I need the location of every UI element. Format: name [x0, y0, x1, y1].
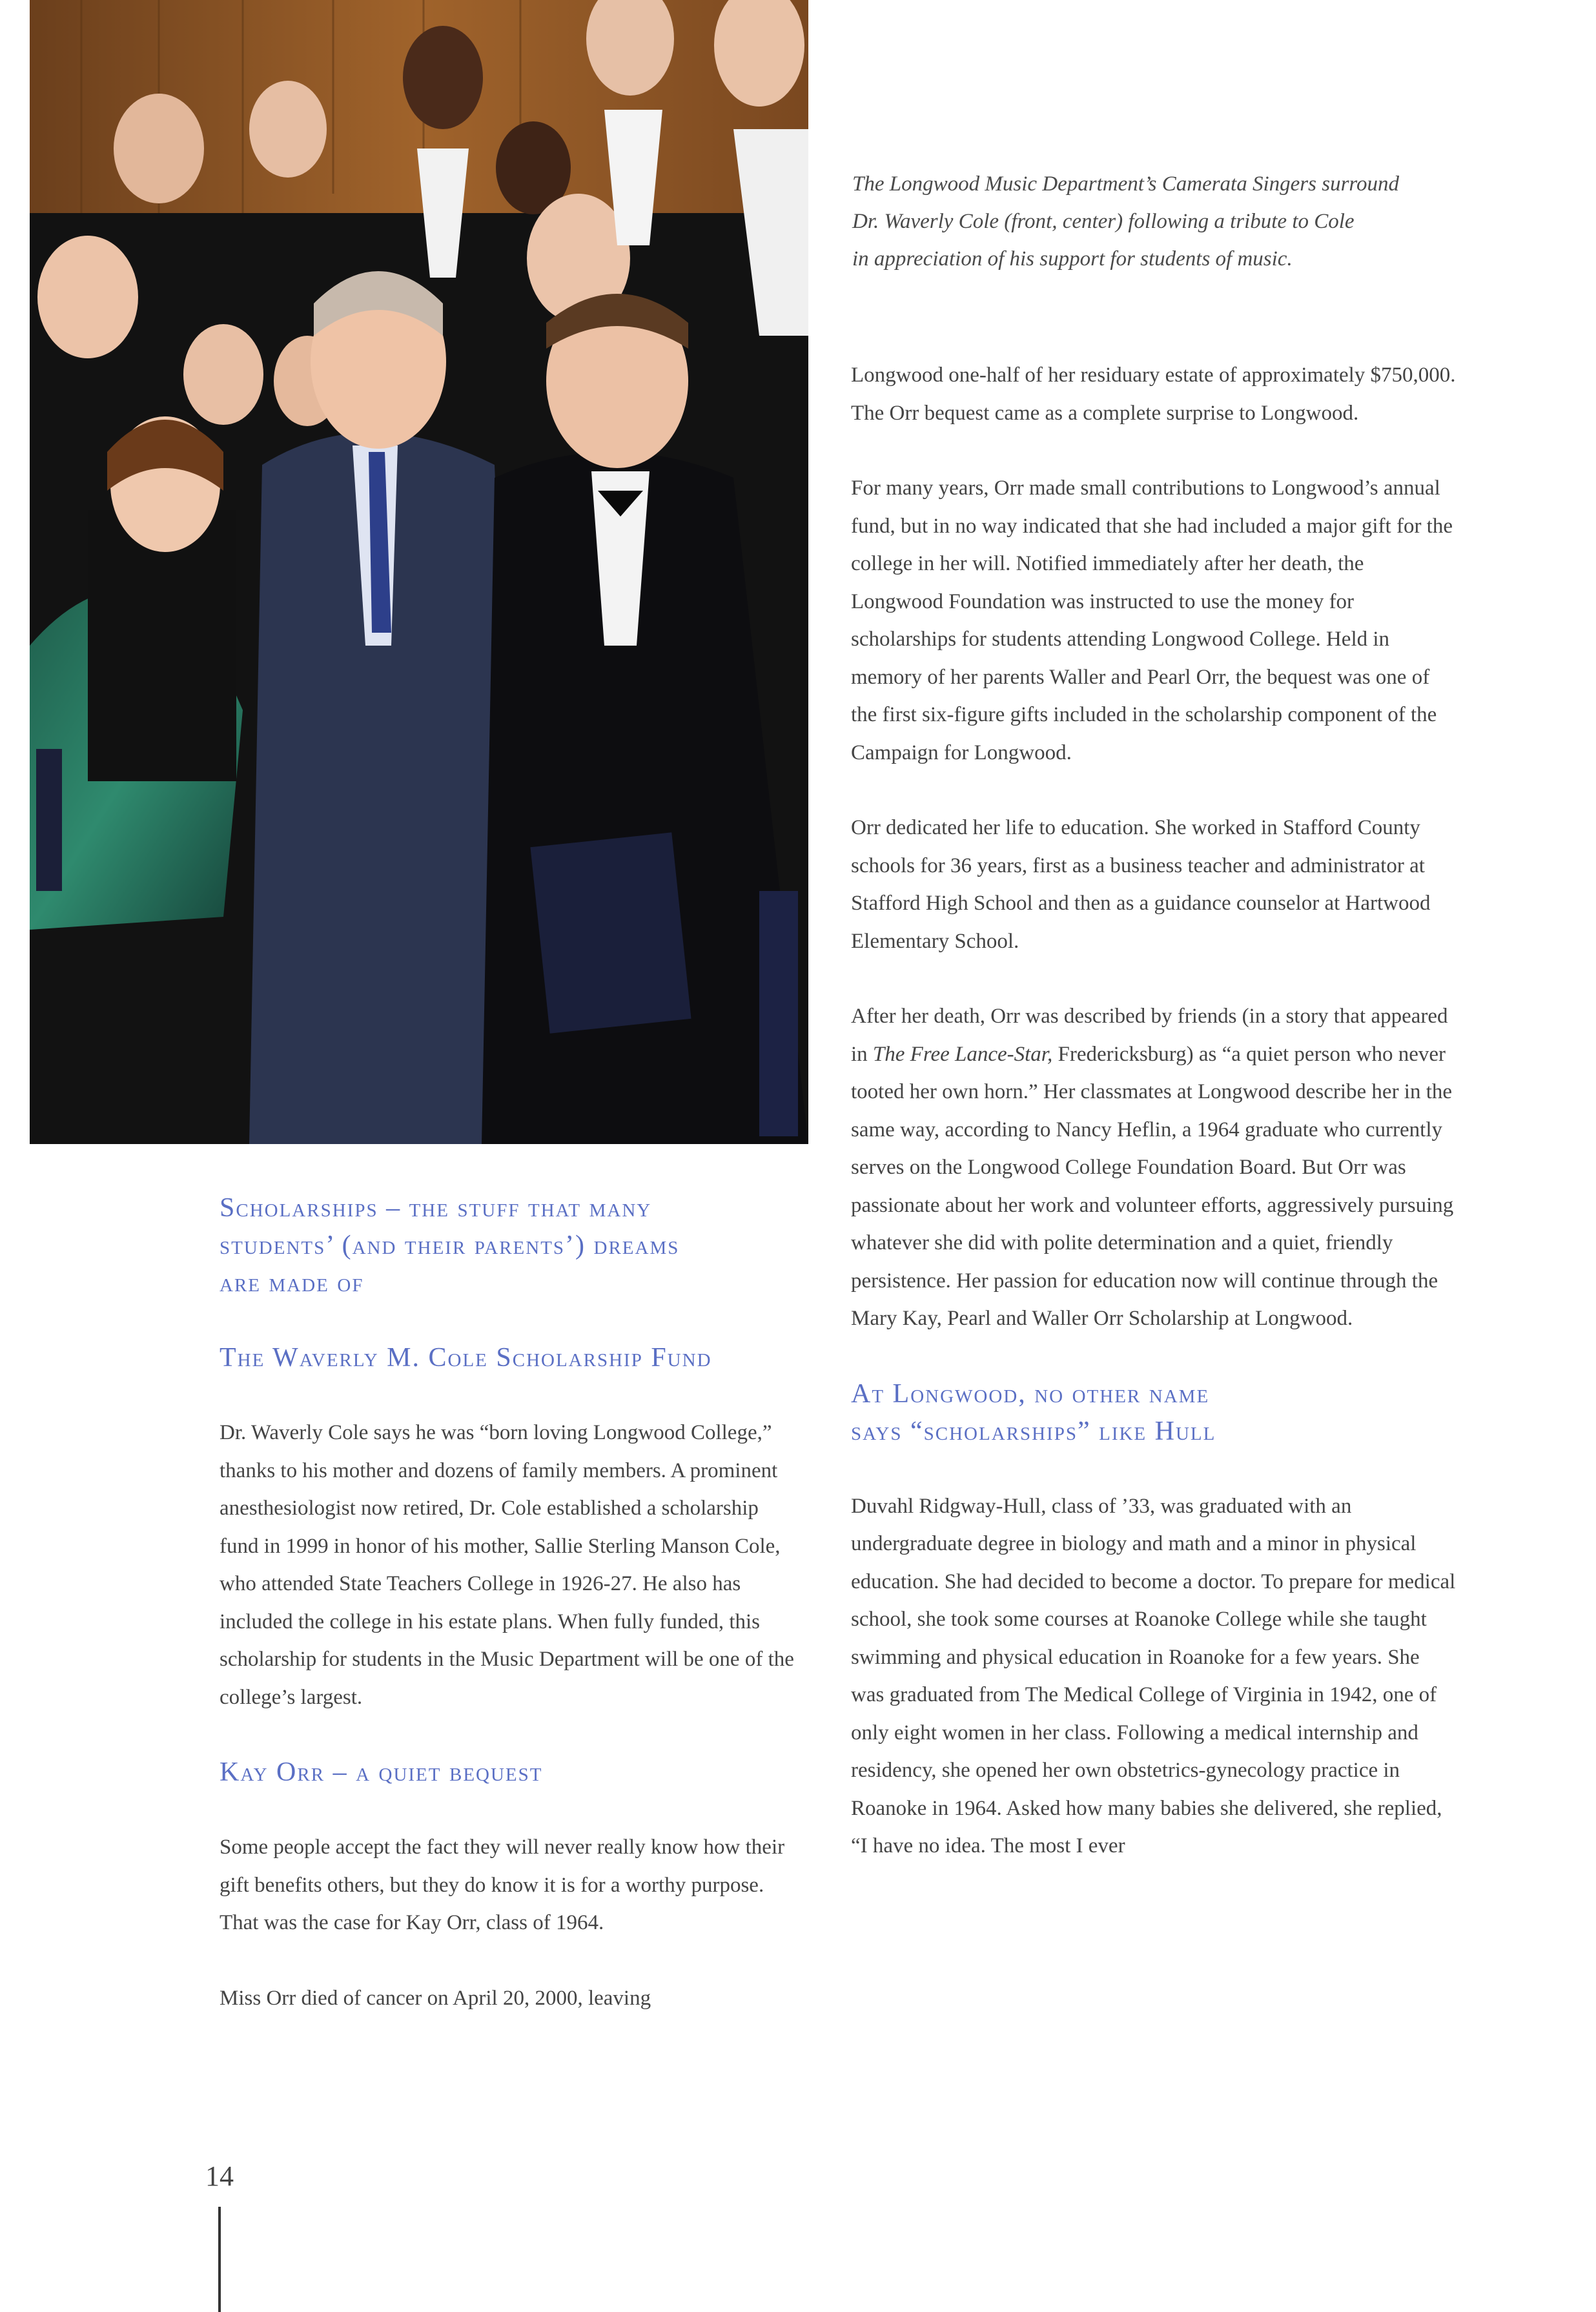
orr-paragraph: Miss Orr died of cancer on April 20, 2000, leaving [220, 1986, 651, 2010]
described-paragraph [851, 997, 1458, 1338]
heading-line: At Longwood, no other name [851, 1378, 1210, 1409]
page-number: 14 [205, 2160, 234, 2192]
hull-paragraph: Duvahl Ridgway-Hull, class of ’33, was graduated with an undergraduate degree in biology and math and a minor in physical education. She had decided to become a doctor. To prepare for medical school, she took some courses at Roanoke College while she taught swimming and physical education in Roanoke for a few years. She was graduated from The Medical College of Virginia in 1942, one of only eight women in her class. Following a medical internship and residency, she opened her own obstetrics-gynecology practice in Roanoke in 1964. Asked how many babies she delivered, she replied, “I have no idea. The most I ever [851, 1494, 1456, 1857]
right-column [851, 356, 1458, 1903]
caption-line: The Longwood Music Department’s Camerata Singers surround [852, 172, 1400, 196]
heading-line: Scholarships – the stuff that many [220, 1193, 652, 1223]
vertical-rule [218, 2207, 221, 2312]
photo-illustration [30, 0, 808, 1144]
orr-paragraph: Some people accept the fact they will never really know how their gift benefits others, but they do know it is for a worthy purpose. That was the case for Kay Orr, class of 1964. [220, 1836, 785, 1934]
photo-caption [852, 165, 1459, 278]
group-photo [30, 0, 808, 1144]
caption-line: in appreciation of his support for students of music. [852, 247, 1293, 271]
text-span: After her death, Orr was described by friends (in a story that appeared in [851, 1005, 1448, 1066]
left-column [220, 1189, 801, 2054]
bequest-paragraph: Longwood one-half of her residuary estate of approximately $750,000. The Orr bequest came as a complete surprise to Longwood. [851, 363, 1456, 425]
cole-paragraph: Dr. Waverly Cole says he was “born loving Longwood College,” thanks to his mother and dozens of family members. A prominent anesthesiologist now retired, Dr. Cole established a scholarship fund in 1999 in honor of his mother, Sallie Sterling Manson Cole, who attended State Teachers College in 1926-27. He also has included the college in his estate plans. When fully funded, this scholarship for students in the Music Department will be one of the college’s largest. [220, 1421, 794, 1709]
text-span: Fredericksburg) as “a quiet person who never tooted her own horn.” Her classmates at Longwood describe her in the same way, according to Nancy Heflin, a 1964 graduate who currently serves on the Longwood College Foundation Board. But Orr was passionate about her work and volunteer efforts, aggressively pursuing whatever she did with polite determination and a quiet, friendly persistence. Her passion for education now will continue through the Mary Kay, Pearl and Waller Orr Scholarship at Longwood. [851, 1042, 1454, 1330]
education-paragraph: Orr dedicated her life to education. She worked in Stafford County schools for 36 years, first as a business teacher and administrator at Stafford High School and then as a guidance counselor at Hartwood Elementary School. [851, 816, 1431, 953]
cole-fund-heading: The Waverly M. Cole Scholarship Fund [220, 1343, 712, 1373]
publication-name: The Free Lance-Star, [872, 1042, 1053, 1066]
hull-heading [851, 1375, 1458, 1450]
heading-line: are made of [220, 1268, 364, 1298]
contributions-paragraph: For many years, Orr made small contributions to Longwood’s annual fund, but in no way indicated that she had included a major gift for the college in her will. Notified immediately after her death, the Longwood Foundation was instructed to use the money for scholarships for students attending Longwood College. Held in memory of her parents Waller and Pearl Orr, the bequest was one of the first six-figure gifts included in the scholarship component of the Campaign for Longwood. [851, 476, 1453, 764]
heading-line: students’ (and their parents’) dreams [220, 1231, 680, 1260]
kay-orr-heading: Kay Orr – a quiet bequest [220, 1757, 543, 1787]
scholarships-heading [220, 1189, 801, 1302]
heading-line: says “scholarships” like Hull [851, 1416, 1216, 1446]
caption-line: Dr. Waverly Cole (front, center) following a tribute to Cole [852, 210, 1355, 233]
